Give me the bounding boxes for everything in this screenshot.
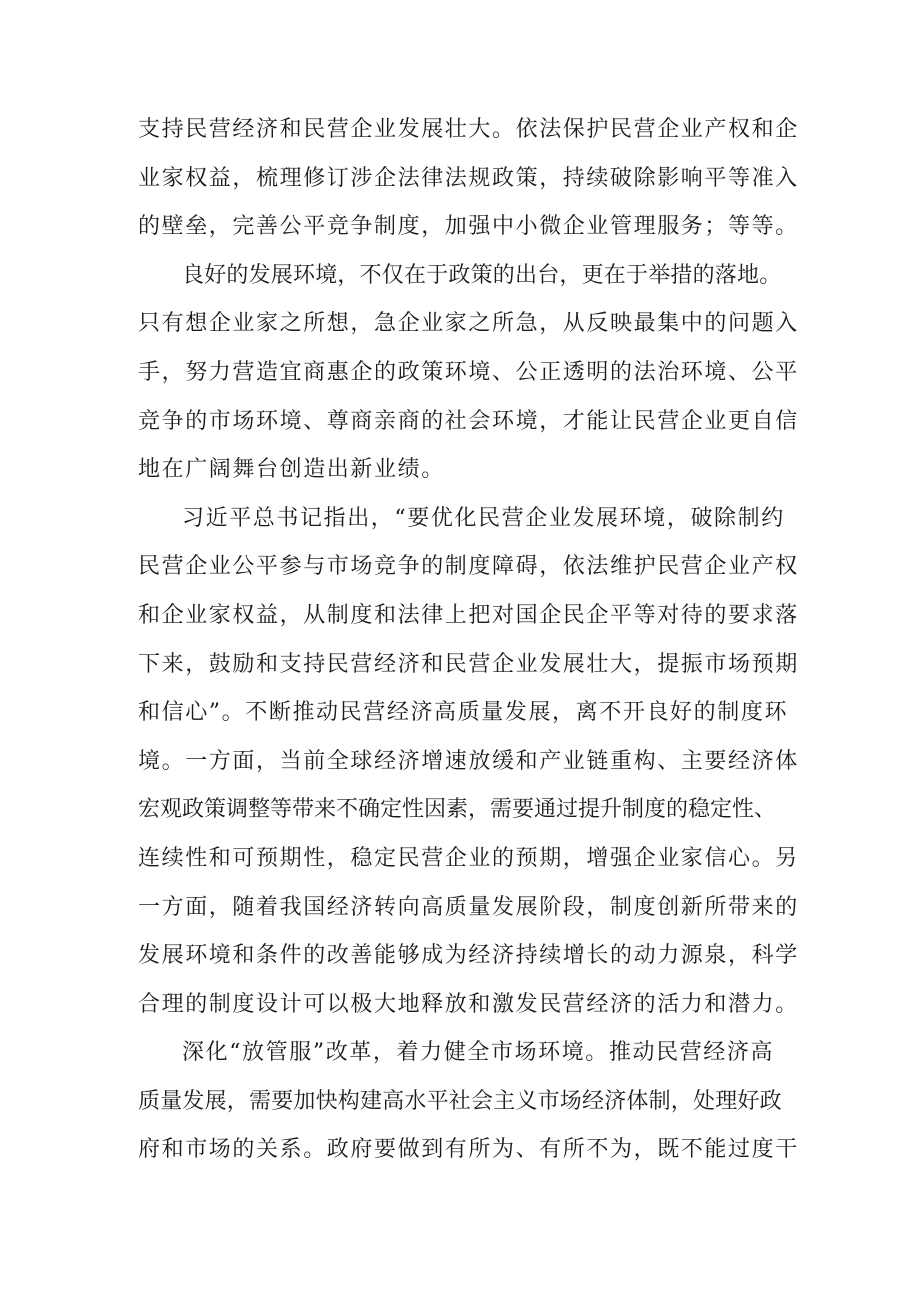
text-line: 合理的制度设计可以极大地释放和激发民营经济的活力和潜力。: [138, 991, 799, 1017]
text-line: 境。一方面，当前全球经济增速放缓和产业链重构、主要经济体: [138, 748, 799, 774]
text-line: 连续性和可预期性，稳定民营企业的预期，增强企业家信心。另: [138, 845, 799, 871]
paragraph-first-line: 习近平总书记指出，“要优化民营企业发展环境，破除制约: [182, 505, 785, 531]
text-line: 和企业家权益，从制度和法律上把对国企民企平等对待的要求落: [138, 602, 799, 628]
text-line: 的壁垒，完善公平竞争制度，加强中小微企业管理服务；等等。: [138, 214, 799, 240]
text-line: 业家权益，梳理修订涉企法律法规政策，持续破除影响平等准入: [138, 165, 799, 191]
text-line: 只有想企业家之所想，急企业家之所急，从反映最集中的问题入: [138, 311, 799, 337]
text-line: 手，努力营造宜商惠企的政策环境、公正透明的法治环境、公平: [138, 359, 799, 385]
text-line: 地在广阔舞台创造出新业绩。: [138, 457, 445, 483]
text-line: 宏观政策调整等带来不确定性因素，需要通过提升制度的稳定性、: [138, 797, 777, 823]
paragraph-first-line: 良好的发展环境，不仅在于政策的出台，更在于举措的落地。: [182, 262, 782, 288]
text-line: 府和市场的关系。政府要做到有所为、有所不为，既不能过度干: [138, 1137, 799, 1163]
text-line: 竞争的市场环境、尊商亲商的社会环境，才能让民营企业更自信: [138, 408, 799, 434]
text-line: 一方面，随着我国经济转向高质量发展阶段，制度创新所带来的: [138, 894, 799, 920]
text-line: 下来，鼓励和支持民营经济和民营企业发展壮大，提振市场预期: [138, 651, 799, 677]
text-line: 支持民营经济和民营企业发展壮大。依法保护民营企业产权和企: [138, 117, 799, 142]
text-line: 民营企业公平参与市场竞争的制度障碍，依法维护民营企业产权: [138, 554, 799, 580]
text-line: 和信心”。不断推动民营经济高质量发展，离不开良好的制度环: [138, 700, 789, 726]
text-line: 质量发展，需要加快构建高水平社会主义市场经济体制，处理好政: [138, 1088, 782, 1114]
document-body: [138, 106, 798, 1175]
paragraph-first-line: 深化“放管服”改革，着力健全市场环境。推动民营经济高: [182, 1040, 775, 1066]
text-line: 发展环境和条件的改善能够成为经济持续增长的动力源泉，科学: [138, 943, 799, 969]
